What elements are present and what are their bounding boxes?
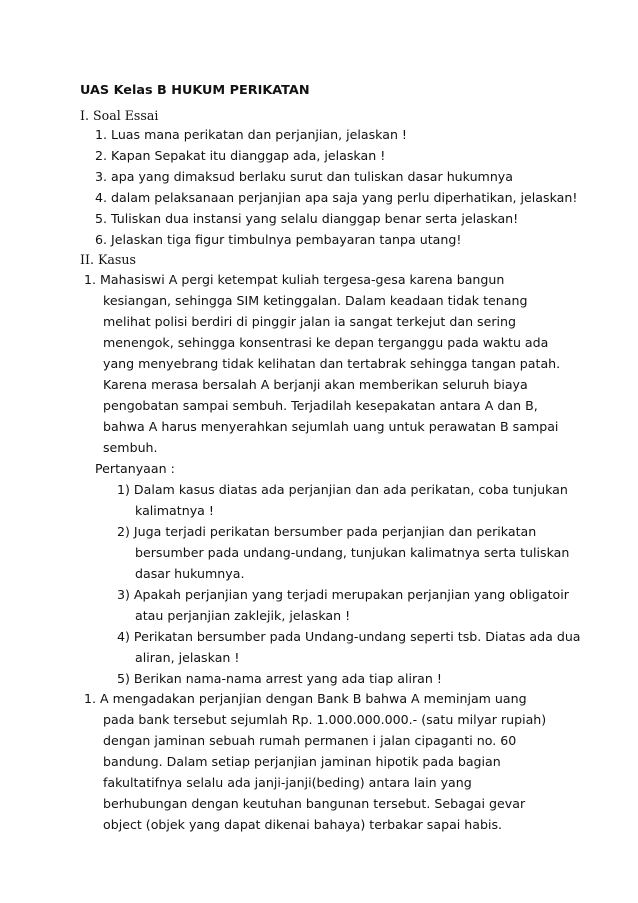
case2-line-2: pada bank tersebut sejumlah Rp. 1.000.000.000.- (satu milyar rupiah) bbox=[103, 712, 547, 727]
case2-line-7: object (objek yang dapat dikenai bahaya) terbakar sapai habis. bbox=[103, 817, 503, 832]
case1-line-8: bahwa A harus menyerahkan sejumlah uang untuk perawatan B sampai bbox=[103, 419, 559, 434]
essay-question-6: 6. Jelaskan tiga figur timbulnya pembayaran tanpa utang! bbox=[95, 232, 462, 247]
case2-line-4: bandung. Dalam setiap perjanjian jaminan hipotik pada bagian bbox=[103, 754, 501, 769]
case2-line-5: fakultatifnya selalu ada janji-janji(beding) antara lain yang bbox=[103, 775, 472, 790]
case2-line-1: 1. A mengadakan perjanjian dengan Bank B bahwa A meminjam uang bbox=[84, 691, 527, 706]
case1-line-9: sembuh. bbox=[103, 440, 158, 455]
case2-line-6: berhubungan dengan keutuhan bangunan tersebut. Sebagai gevar bbox=[103, 796, 526, 811]
essay-question-3: 3. apa yang dimaksud berlaku surut dan tuliskan dasar hukumnya bbox=[95, 169, 513, 184]
case1-question-4-cont-1: aliran, jelaskan ! bbox=[135, 650, 240, 665]
case2-line-3: dengan jaminan sebuah rumah permanen i jalan cipaganti no. 60 bbox=[103, 733, 517, 748]
essay-question-5: 5. Tuliskan dua instansi yang selalu dianggap benar serta jelaskan! bbox=[95, 211, 519, 226]
case1-line-1: 1. Mahasiswi A pergi ketempat kuliah tergesa-gesa karena bangun bbox=[84, 272, 505, 287]
case1-question-3-cont-1: atau perjanjian zaklejik, jelaskan ! bbox=[135, 608, 351, 623]
case1-line-2: kesiangan, sehingga SIM ketinggalan. Dalam keadaan tidak tenang bbox=[103, 293, 528, 308]
case1-question-3: 3) Apakah perjanjian yang terjadi merupakan perjanjian yang obligatoir bbox=[117, 587, 569, 602]
case1-line-7: pengobatan sampai sembuh. Terjadilah kesepakatan antara A dan B, bbox=[103, 398, 538, 413]
case1-line-4: menengok, sehingga konsentrasi ke depan terganggu pada waktu ada bbox=[103, 335, 549, 350]
case-heading: II. Kasus bbox=[80, 252, 136, 267]
essay-question-2: 2. Kapan Sepakat itu dianggap ada, jelaskan ! bbox=[95, 148, 386, 163]
case1-question-2: 2) Juga terjadi perikatan bersumber pada perjanjian dan perikatan bbox=[117, 524, 537, 539]
case1-question-1-cont-1: kalimatnya ! bbox=[135, 503, 214, 518]
case1-question-2-cont-1: bersumber pada undang-undang, tunjukan kalimatnya serta tuliskan bbox=[135, 545, 570, 560]
document-title: UAS Kelas B HUKUM PERIKATAN bbox=[80, 83, 310, 98]
essay-question-4: 4. dalam pelaksanaan perjanjian apa saja yang perlu diperhatikan, jelaskan! bbox=[95, 190, 578, 205]
case1-line-6: Karena merasa bersalah A berjanji akan memberikan seluruh biaya bbox=[103, 377, 528, 392]
case1-line-5: yang menyebrang tidak kelihatan dan tertabrak sehingga tangan patah. bbox=[103, 356, 561, 371]
case1-question-2-cont-2: dasar hukumnya. bbox=[135, 566, 245, 581]
case1-question-4: 4) Perikatan bersumber pada Undang-undang seperti tsb. Diatas ada dua bbox=[117, 629, 581, 644]
case1-question-1: 1) Dalam kasus diatas ada perjanjian dan ada perikatan, coba tunjukan bbox=[117, 482, 568, 497]
questions-label: Pertanyaan : bbox=[95, 461, 175, 476]
case1-question-5: 5) Berikan nama-nama arrest yang ada tiap aliran ! bbox=[117, 671, 442, 686]
essay-heading: I. Soal Essai bbox=[80, 108, 159, 123]
essay-question-1: 1. Luas mana perikatan dan perjanjian, jelaskan ! bbox=[95, 127, 407, 142]
case1-line-3: melihat polisi berdiri di pinggir jalan ia sangat terkejut dan sering bbox=[103, 314, 517, 329]
